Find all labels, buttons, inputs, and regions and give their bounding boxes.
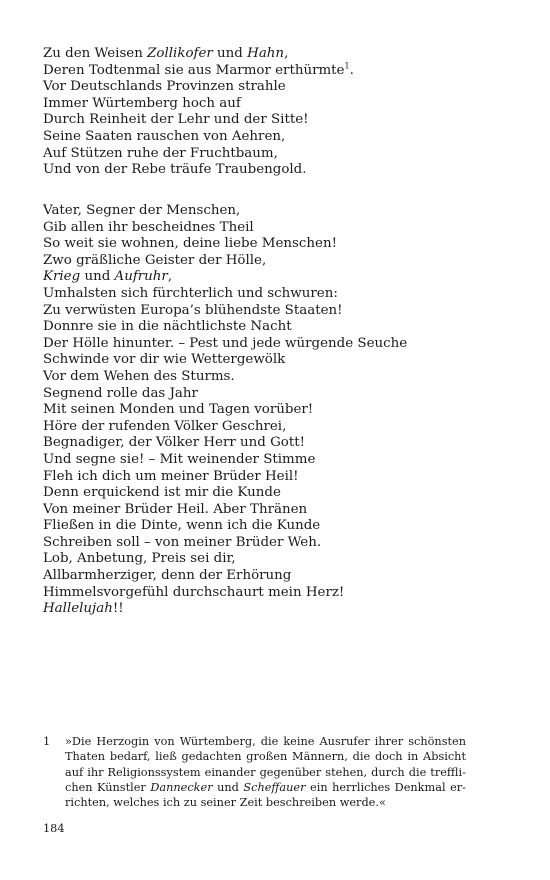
text-run: Deren Todtenmal sie aus Marmor erthürmte [43,62,345,78]
poem-line [43,419,513,436]
text-run: Immer Würtemberg hoch auf [43,95,241,111]
footnote-text [65,734,466,810]
text-run: Vater, Segner der Menschen, [43,203,241,218]
text-run: Denn erquickend ist mir die Kunde [43,485,281,501]
text-run: Auf Stützen ruhe der Fruchtbaum, [43,145,278,161]
poem-line [43,46,513,63]
poem-line [43,485,513,502]
italic-text: Hallelujah [43,601,113,617]
text-run: Vor dem Wehen des Sturms. [43,368,235,384]
poem-stanza-2 [43,203,513,618]
poem-line [43,286,513,303]
poem-stanza-1 [43,46,513,179]
text-run: Mit seinen Monden und Tagen vorüber! [43,402,314,418]
text-run: Vor Deutschlands Provinzen strahle [43,79,286,95]
poem-line [43,129,513,146]
italic-text: Scheffauer [243,780,306,794]
poem-line [43,236,513,253]
text-run: Fleh ich dich um meiner Brüder Heil! [43,468,299,484]
text-run: Schreiben soll – von meiner Brüder Weh. [43,534,322,550]
poem-line [43,269,513,286]
text-run: Donnre sie in die nächtlichste Nacht [43,319,292,335]
poem-line [43,386,513,403]
text-run: Zu verwüsten Europa’s blühendste Staaten! [43,302,343,318]
text-run: Lob, Anbetung, Preis sei dir, [43,551,236,567]
text-run: Und segne sie! – Mit weinender Stimme [43,451,316,467]
text-run: und [212,46,248,61]
poem-line [43,402,513,419]
poem-line [43,551,513,568]
italic-text: Aufruhr [114,269,168,285]
text-run: Schwinde vor dir wie Wettergewölk [43,352,286,368]
text-run: Begnadiger, der Völker Herr und Gott! [43,435,306,451]
text-run: So weit sie wohnen, deine liebe Menschen! [43,236,337,252]
text-run: , [284,46,289,61]
text-run: »Die Herzogin von Würtemberg, die keine Ausrufer ihrer schönsten Thaten bedarf, ließ gedachten großen Männern, die doch in Absicht auf ihr Religionssystem einander gegenüber stehen, durch die trefflichen Künstler [65,735,466,794]
italic-text: Krieg [43,269,81,285]
text-run: . [349,62,354,78]
italic-text: Dannecker [150,780,213,794]
poem-line [43,601,513,618]
poem-line [43,518,513,535]
poem-line [43,146,513,163]
text-run: Gib allen ihr bescheidnes Theil [43,219,254,235]
poem-line [43,502,513,519]
poem-line [43,253,513,270]
text-run: Zu den Weisen [43,46,148,61]
poem-line [43,203,513,220]
footnote-number: 1 [43,735,51,748]
text-run: und [212,780,244,794]
poem-line [43,303,513,320]
text-run: Zwo gräßliche Geister der Hölle, [43,252,267,268]
text-run: Von meiner Brüder Heil. Aber Thränen [43,501,308,517]
page-number: 184 [43,822,65,835]
poem-line [43,568,513,585]
poem-line [43,319,513,336]
text-run: !! [112,601,124,617]
italic-text: Zollikofer [147,46,213,61]
poem-line [43,369,513,386]
poem-line [43,585,513,602]
poem-line [43,336,513,353]
text-run: Durch Reinheit der Lehr und der Sitte! [43,112,309,128]
poem-line [43,220,513,237]
poem-line [43,452,513,469]
poem-line [43,352,513,369]
text-run: Allbarmherziger, denn der Erhörung [43,568,292,584]
italic-text: Hahn [247,46,285,61]
poem-line [43,112,513,129]
text-run: Segnend rolle das Jahr [43,385,198,401]
text-run: Himmelsvorgefühl durchschaurt mein Herz! [43,584,345,600]
poem-line [43,469,513,486]
footnote [43,734,466,810]
poem-line [43,162,513,179]
text-run: Seine Saaten rauschen von Aehren, [43,128,286,144]
text-run: Fließen in die Dinte, wenn ich die Kunde [43,518,321,534]
text-run: ein herrliches Denkmal errichten, welches ich zu seiner Zeit beschreiben werde.« [65,780,466,810]
poem-line [43,63,513,80]
poem-line [43,79,513,96]
poem-line [43,535,513,552]
text-run: Der Hölle hinunter. – Pest und jede würgende Seuche [43,335,408,351]
footnote-marker: 1 [344,61,350,71]
text-run: Umhalsten sich fürchterlich und schwuren: [43,285,338,301]
poem-line [43,96,513,113]
poem-line [43,435,513,452]
text-run: , [167,269,173,285]
text-run: Und von der Rebe träufe Traubengold. [43,162,307,178]
text-run: und [80,269,115,285]
text-run: Höre der rufenden Völker Geschrei, [43,418,287,434]
